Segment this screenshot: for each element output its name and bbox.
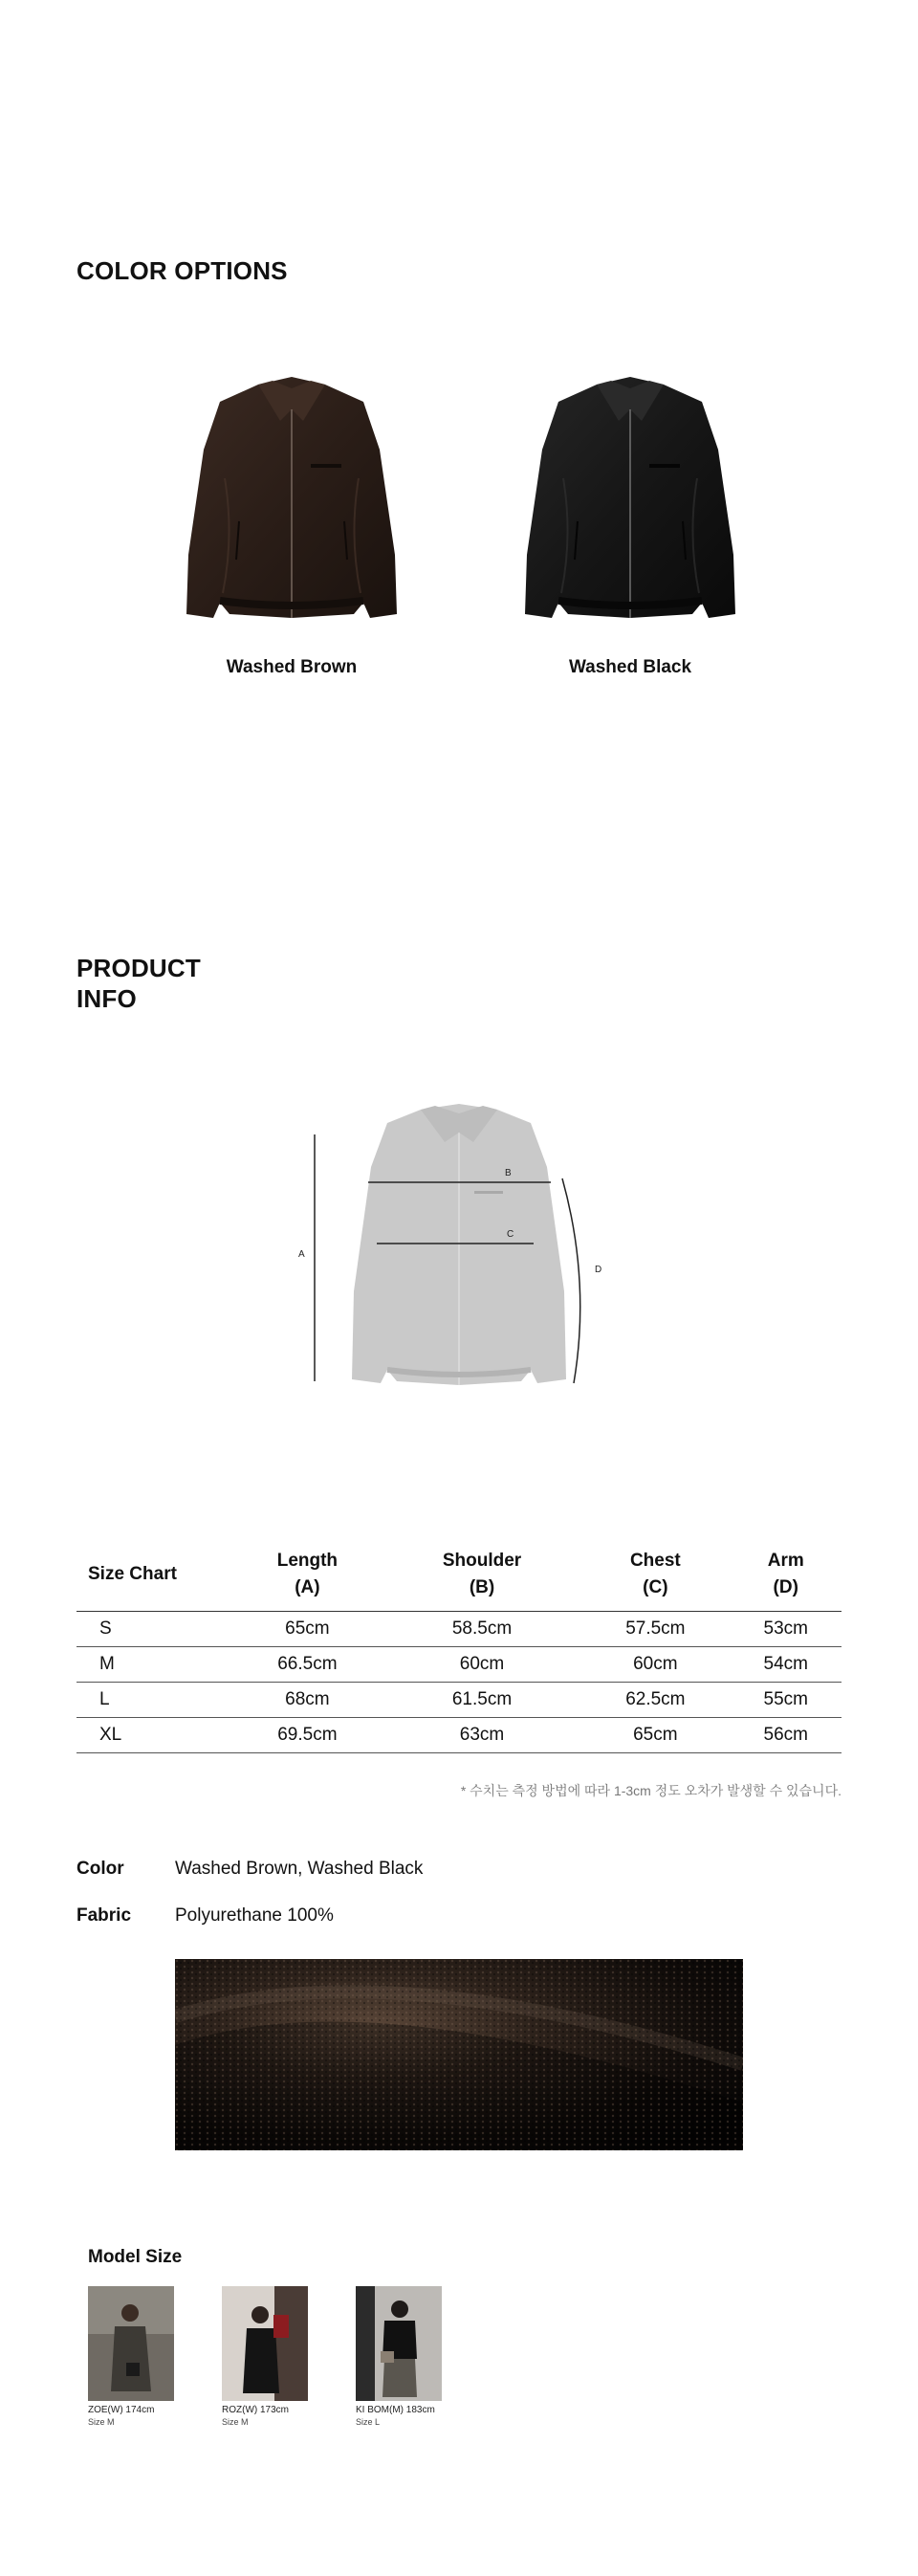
spec-fabric-label: Fabric (76, 1905, 132, 1926)
size-chart-header-shoulder: Shoulder (B) (383, 1542, 580, 1612)
size-chart-header-arm: Arm (D) (730, 1542, 842, 1612)
model-size-value: Size M (88, 2417, 115, 2427)
model-size-title: Model Size (88, 2247, 183, 2267)
color-option-label-brown: Washed Brown (226, 657, 358, 677)
fabric-texture-illustration (175, 1959, 743, 2150)
size-cell: S (76, 1612, 231, 1647)
measurement-diagram-illustration (287, 1100, 631, 1397)
model-name: KI BOM(M) 183cm (356, 2405, 435, 2415)
size-chart-header-length: Length (A) (231, 1542, 383, 1612)
shoulder-cell: 63cm (383, 1718, 580, 1753)
chest-cell: 62.5cm (580, 1683, 730, 1718)
color-option-label-black: Washed Black (568, 657, 692, 677)
size-cell: L (76, 1683, 231, 1718)
model-photo (88, 2286, 174, 2401)
table-row (76, 1718, 842, 1753)
size-cell: M (76, 1647, 231, 1683)
spec-fabric-value: Polyurethane 100% (175, 1905, 334, 1926)
product-info-title-line2: INFO (76, 984, 137, 1013)
chest-cell: 57.5cm (580, 1612, 730, 1647)
diagram-label-d: D (595, 1265, 602, 1275)
chest-cell: 60cm (580, 1647, 730, 1683)
model-size-value: Size M (222, 2417, 249, 2427)
model-card-roz[interactable] (222, 2286, 308, 2428)
diagram-label-b: B (505, 1168, 512, 1178)
size-cell: XL (76, 1718, 231, 1753)
model-photo-illustration (88, 2286, 174, 2401)
arm-cell: 54cm (730, 1647, 842, 1683)
color-options-title: COLOR OPTIONS (76, 256, 288, 285)
jacket-black-illustration (506, 363, 754, 641)
diagram-label-a: A (298, 1249, 305, 1260)
product-info-title-line1: PRODUCT (76, 954, 201, 982)
size-chart-header-chest: Chest (C) (580, 1542, 730, 1612)
shoulder-cell: 58.5cm (383, 1612, 580, 1647)
model-photo (356, 2286, 442, 2401)
length-cell: 66.5cm (231, 1647, 383, 1683)
spec-color-value: Washed Brown, Washed Black (175, 1859, 424, 1879)
fabric-texture-image (175, 1959, 743, 2150)
jacket-brown-illustration (167, 363, 416, 641)
diagram-label-c: C (507, 1229, 514, 1240)
shoulder-cell: 61.5cm (383, 1683, 580, 1718)
model-photo-illustration (356, 2286, 442, 2401)
shoulder-cell: 60cm (383, 1647, 580, 1683)
model-name: ZOE(W) 174cm (88, 2405, 155, 2415)
model-size-value: Size L (356, 2417, 381, 2427)
arm-cell: 56cm (730, 1718, 842, 1753)
size-chart-table (76, 1542, 842, 1753)
table-row (76, 1612, 842, 1647)
jacket-image-washed-brown[interactable] (167, 363, 416, 641)
model-card-kibom[interactable] (356, 2286, 442, 2428)
length-cell: 65cm (231, 1612, 383, 1647)
arm-cell: 53cm (730, 1612, 842, 1647)
chest-cell: 65cm (580, 1718, 730, 1753)
arm-cell: 55cm (730, 1683, 842, 1718)
model-photo-illustration (222, 2286, 308, 2401)
length-cell: 69.5cm (231, 1718, 383, 1753)
size-chart-header-label: Size Chart (76, 1542, 231, 1612)
table-row (76, 1683, 842, 1718)
model-card-zoe[interactable] (88, 2286, 174, 2428)
spec-color-label: Color (76, 1859, 124, 1879)
table-row (76, 1647, 842, 1683)
length-cell: 68cm (231, 1683, 383, 1718)
size-chart-header-row (76, 1542, 842, 1612)
model-name: ROZ(W) 173cm (222, 2405, 289, 2415)
measurement-diagram (287, 1100, 631, 1397)
jacket-image-washed-black[interactable] (506, 363, 754, 641)
model-photo (222, 2286, 308, 2401)
measurement-note: * 수치는 측정 방법에 따라 1-3cm 정도 오차가 발생할 수 있습니다. (460, 1783, 842, 1798)
